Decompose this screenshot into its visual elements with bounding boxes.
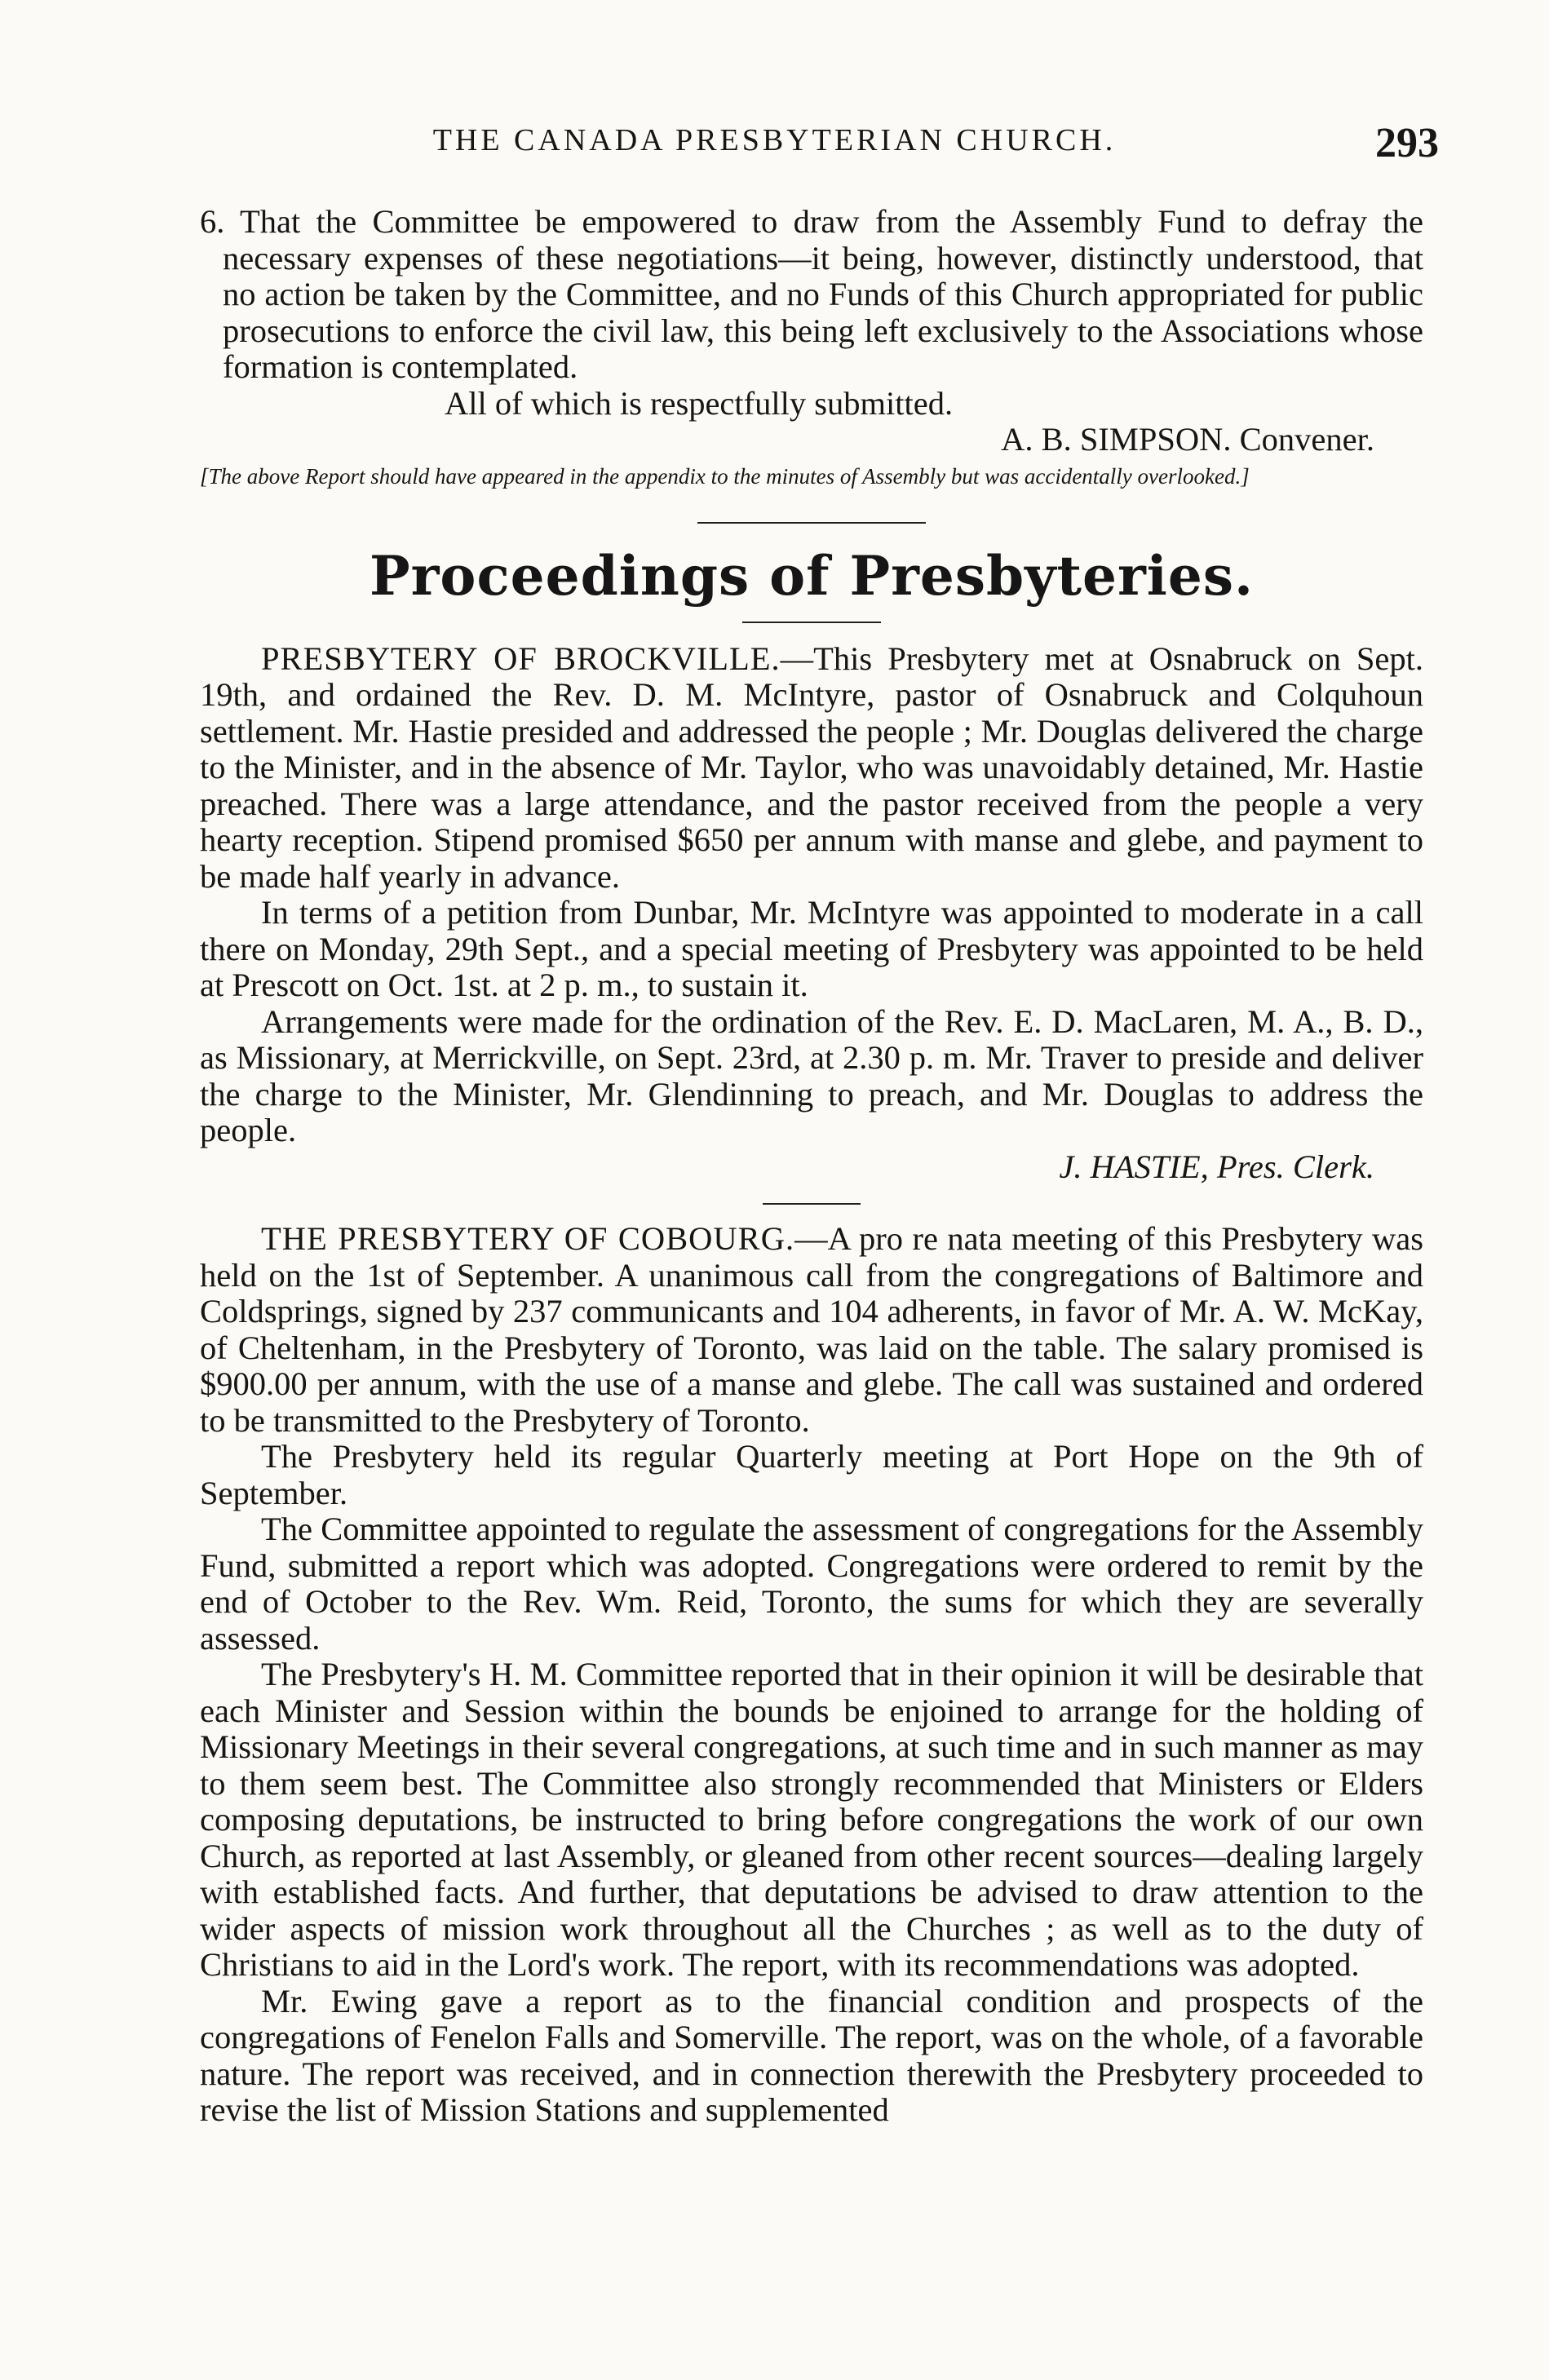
- cobourg-heading: THE PRESBYTERY OF COBOURG.: [261, 1220, 795, 1257]
- brockville-paragraph-3: Arrangements were made for the ordination of the Rev. E. D. MacLaren, M. A., B. D., as Missionary, at Merrickville, on Sept. 23rd, at 2.30 p. m. Mr. Traver to preside and deliver the charge to the Minister, Mr. Glendinning to preach, and Mr. Douglas to address the people.: [200, 1002, 1423, 1148]
- divider-rule: [763, 1203, 861, 1205]
- brockville-paragraph-2: In terms of a petition from Dunbar, Mr. McIntyre was appointed to moderate in a call there on Monday, 29th Sept., and a special meeting of Presbytery was appointed to be held at Prescott on Oct. 1st. at 2 p. m., to sustain it.: [200, 894, 1423, 1003]
- cobourg-paragraph-2: The Presbytery held its regular Quarterly meeting at Port Hope on the 9th of September.: [200, 1438, 1423, 1511]
- running-head: [0, 119, 1549, 168]
- section-title: Proceedings of Presbyteries.: [370, 543, 1254, 608]
- brockville-signature: J. HASTIE, Pres. Clerk.: [1059, 1148, 1374, 1185]
- cobourg-paragraph-3: The Committee appointed to regulate the assessment of congregations for the Assembly Fund, submitted a report which was adopted. Congregations were ordered to remit by the end of October to the Rev. Wm. Reid, Toronto, the sums for which they are severally assessed.: [200, 1511, 1423, 1657]
- cobourg-paragraph-5: Mr. Ewing gave a report as to the financial condition and prospects of the congregations of Fenelon Falls and Somerville. The report, was on the whole, of a favorable nature. The report was received, and in connection therewith the Presbytery proceeded to revise the list of Mission Stations and supplemented: [200, 1982, 1423, 2128]
- cobourg-paragraph-1: [200, 1221, 1423, 1439]
- brockville-text-1: —This Presbytery met at Osnabruck on Sept. 19th, and ordained the Rev. D. M. McIntyre, pastor of Osnabruck and Colquhoun settlement. Mr. Hastie presided and addressed the people ; Mr. Douglas delivered the charge to the Minister, and in the absence of Mr. Taylor, who was unavoidably detained, Mr. Hastie preached. There was a large attendance, and the pastor received from the people a very hearty reception. Stipend promised $650 per annum with manse and glebe, and payment to be made half yearly in advance.: [200, 639, 1424, 895]
- editorial-note: [The above Report should have appeared in the appendix to the minutes of Assembly but was accidentally overlooked.]: [200, 463, 1250, 489]
- cobourg-text-1: —A pro re nata meeting of this Presbytery was held on the 1st of September. A unanimous call from the congregations of Baltimore and Coldsprings, signed by 237 communicants and 104 adherents, in favor of Mr. A. W. McKay, of Cheltenham, in the Presbytery of Toronto, was laid on the table. The salary promised is $900.00 per annum, with the use of a manse and glebe. The call was sustained and ordered to be transmitted to the Presbytery of Toronto.: [200, 1220, 1424, 1439]
- page-number: 293: [1375, 120, 1439, 166]
- brockville-paragraph-1: [200, 641, 1423, 896]
- body-text: [200, 204, 1423, 2129]
- section-rule-top: [697, 522, 926, 524]
- running-title: THE CANADA PRESBYTERIAN CHURCH.: [432, 123, 1117, 157]
- committee-item-6: 6. That the Committee be empowered to draw from the Assembly Fund to defray the necessary expenses of these negotiations—it being, however, distinctly understood, that no action be taken by the Committee, and no Funds of this Church appropriated for public prosecutions to enforce the civil law, this being left exclusively to the Associations whose formation is contemplated.: [200, 203, 1423, 385]
- committee-closing: All of which is respectfully submitted.: [445, 384, 954, 422]
- section-rule-bottom: [742, 622, 881, 623]
- committee-signature: A. B. SIMPSON. Convener.: [1001, 421, 1374, 458]
- brockville-heading: PRESBYTERY OF BROCKVILLE.: [261, 639, 781, 677]
- cobourg-paragraph-4: The Presbytery's H. M. Committee reported that in their opinion it will be desirable that each Minister and Session within the bounds be enjoined to arrange for the holding of Missionary Meetings in their several congregations, at such time and in such manner as may to them seem best. The Committee also strongly recommended that Ministers or Elders composing deputations, be instructed to bring before congregations the work of our own Church, as reported at last Assembly, or gleaned from other recent sources—dealing largely with established facts. And further, that deputations be advised to draw attention to the wider aspects of mission work throughout all the Churches ; as well as to the duty of Christians to aid in the Lord's work. The report, with its recommendations was adopted.: [200, 1656, 1423, 1983]
